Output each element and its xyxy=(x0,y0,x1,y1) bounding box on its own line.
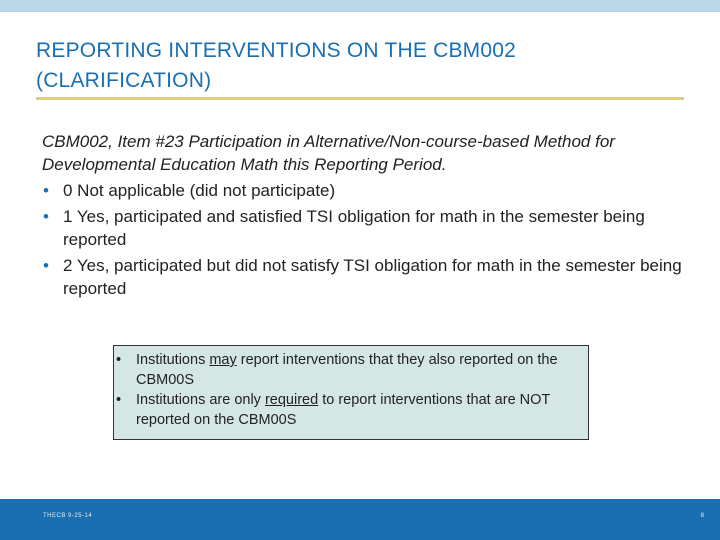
list-item-text: 1 Yes, participated and satisfied TSI obligation for math in the semester being reported xyxy=(63,207,645,249)
bullet-icon: • xyxy=(43,256,49,275)
footer-bar xyxy=(0,499,720,540)
clarification-note-box xyxy=(113,345,589,440)
bullet-icon: • xyxy=(43,181,49,200)
list-item xyxy=(42,254,682,300)
note-item xyxy=(114,390,588,430)
title-line-2: (CLARIFICATION) xyxy=(36,69,212,92)
bullet-icon: • xyxy=(116,392,122,408)
footer-date: THECB 9-25-14 xyxy=(43,513,93,519)
title-divider xyxy=(36,97,684,100)
note-item-emphasis: required xyxy=(264,392,319,408)
bullet-icon: • xyxy=(43,207,49,226)
list-item-text: 0 Not applicable (did not participate) xyxy=(63,181,336,200)
list-item xyxy=(42,179,682,202)
response-options-list xyxy=(42,179,682,300)
bullet-icon: • xyxy=(116,352,122,368)
page-number: 8 xyxy=(700,513,704,519)
title-line-1: REPORTING INTERVENTIONS ON THE CBM002 xyxy=(36,39,516,62)
note-item xyxy=(114,350,588,390)
note-item-text-post: to report interventions that are NOT reported on the CBM00S xyxy=(136,392,551,428)
list-item xyxy=(42,205,682,251)
slide-title xyxy=(36,36,676,96)
note-item-emphasis: may xyxy=(209,352,237,368)
slide-body xyxy=(42,130,682,303)
note-item-text-post: report interventions that they also reported on the CBM00S xyxy=(136,352,558,388)
top-strip xyxy=(0,0,720,12)
list-item-text: 2 Yes, participated but did not satisfy TSI obligation for math in the semester being reported xyxy=(63,256,682,298)
intro-text: CBM002, Item #23 Participation in Alternative/Non-course-based Method for Developmental Education Math this Reporting Period. xyxy=(42,132,615,174)
note-item-text-pre: Institutions xyxy=(136,352,210,368)
note-list xyxy=(114,346,588,430)
note-item-text-pre: Institutions are only xyxy=(136,392,265,408)
